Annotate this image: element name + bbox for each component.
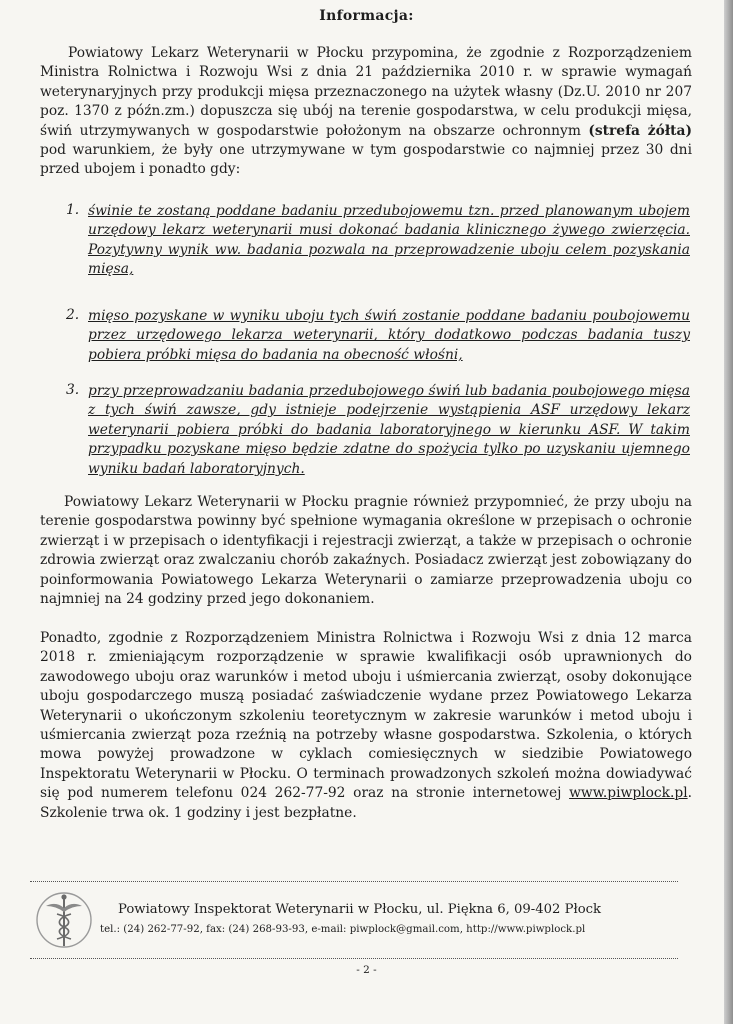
footer-divider-top	[30, 881, 678, 882]
training-text: Ponadto, zgodnie z Rozporządzeniem Ministra Rolnictwa i Rozwoju Wsi z dnia 12 marca 2018 r. zmieniającym rozporządzenie w sprawie kwalifikacji osób uprawnionych do zawodowego uboju oraz warunków i metod uboju i uśmiercania zwierząt, osoby dokonujące uboju gospodarczego muszą posiadać zaświadczenie wydane przez Powiatowego Lekarza Weterynarii o ukończonym szkoleniu teoretycznym w zakresie warunków i metod uboju i uśmiercania zwierząt poza rzeźnią na potrzeby własne gospodarstwa. Szkolenia, o których mowa powyżej prowadzone w cyklach comiesięcznych w siedzibie Powiatowego Inspektoratu Weterynarii w Płocku. O terminach prowadzonych szkoleń można dowiadywać się pod numerem telefonu 024 262-77-92 oraz na stronie internetowej	[40, 630, 692, 802]
footer-contact: tel.: (24) 262-77-92, fax: (24) 268-93-93, e-mail: piwplock@gmail.com, http://www.piwplock.pl	[100, 924, 586, 935]
caduceus-icon	[32, 888, 96, 952]
list-item	[88, 202, 690, 280]
list-item-text: świnie te zostaną poddane badaniu przedubojowemu tzn. przed planowanym ubojem urzędowy lekarz weterynarii musi dokonać badania klinicznego żywego zwierzęcia. Pozytywny wynik ww. badania pozwala na przeprowadzenie uboju celem pozyskania mięsa,	[88, 203, 690, 278]
intro-paragraph	[40, 44, 692, 180]
page-title: Informacja:	[319, 8, 414, 24]
training-text-end: . Szkolenie trwa ok. 1 godziny i jest bezpłatne.	[40, 785, 692, 821]
footer-divider-bottom	[30, 958, 678, 959]
list-item-text: mięso pozyskane w wyniku uboju tych świń zostanie poddane badaniu poubojowemu przez urzędowego lekarza weterynarii, który dodatkowo podczas badania tuszy pobiera próbki mięsa do badania na obecność włośni,	[88, 308, 690, 363]
website-link[interactable]: www.piwplock.pl	[569, 785, 688, 802]
training-paragraph	[40, 629, 692, 823]
list-item-text: przy przeprowadzaniu badania przedubojowego świń lub badania poubojowego mięsa z tych świń zawsze, gdy istnieje podejrzenie wystąpienia ASF urzędowy lekarz weterynarii pobiera próbki do badania laboratoryjnego w kierunku ASF. W takim przypadku pozyskane mięso będzie zdatne do spożycia tylko po uzyskaniu ujemnego wyniku badań laboratoryjnych.	[88, 383, 690, 477]
list-number: 1.	[66, 202, 80, 218]
intro-text: Powiatowy Lekarz Weterynarii w Płocku przypomina, że zgodnie z Rozporządzeniem Ministra Rolnictwa i Rozwoju Wsi z dnia 21 października 2010 r. w sprawie wymagań weterynaryjnych przy produkcji mięsa przeznaczonego na użytek własny (Dz.U. 2010 nr 207 poz. 1370 z późn.zm.) dopuszcza się ubój na terenie gospodarstwa, w celu produkcji mięsa, świń utrzymywanych w gospodarstwie położonym na obszarze ochronnym	[40, 45, 692, 139]
footer-address: Powiatowy Inspektorat Weterynarii w Płocku, ul. Piękna 6, 09-402 Płock	[118, 902, 602, 917]
zone-label: (strefa żółta)	[588, 122, 692, 139]
reminder-paragraph: Powiatowy Lekarz Weterynarii w Płocku pragnie również przypomnieć, że przy uboju na terenie gospodarstwa powinny być spełnione wymagania określone w przepisach o ochronie zwierząt i w przepisach o identyfikacji i rejestracji zwierząt, a także w przepisach o ochronie zdrowia zwierząt oraz zwalczaniu chorób zakaźnych. Posiadacz zwierząt jest zobowiązany do poinformowania Powiatowego Lekarza Weterynarii o zamiarze przeprowadzenia uboju co najmniej na 24 godziny przed jego dokonaniem.	[40, 494, 692, 608]
intro-text-continued: pod warunkiem, że były one utrzymywane w tym gospodarstwie co najmniej przez 30 dni przed ubojem i ponadto gdy:	[40, 142, 692, 178]
list-item	[88, 382, 690, 479]
list-number: 3.	[66, 382, 80, 398]
scan-edge	[724, 0, 733, 1024]
list-number: 2.	[66, 307, 80, 323]
page-number: - 2 -	[356, 964, 377, 976]
list-item	[88, 307, 690, 365]
